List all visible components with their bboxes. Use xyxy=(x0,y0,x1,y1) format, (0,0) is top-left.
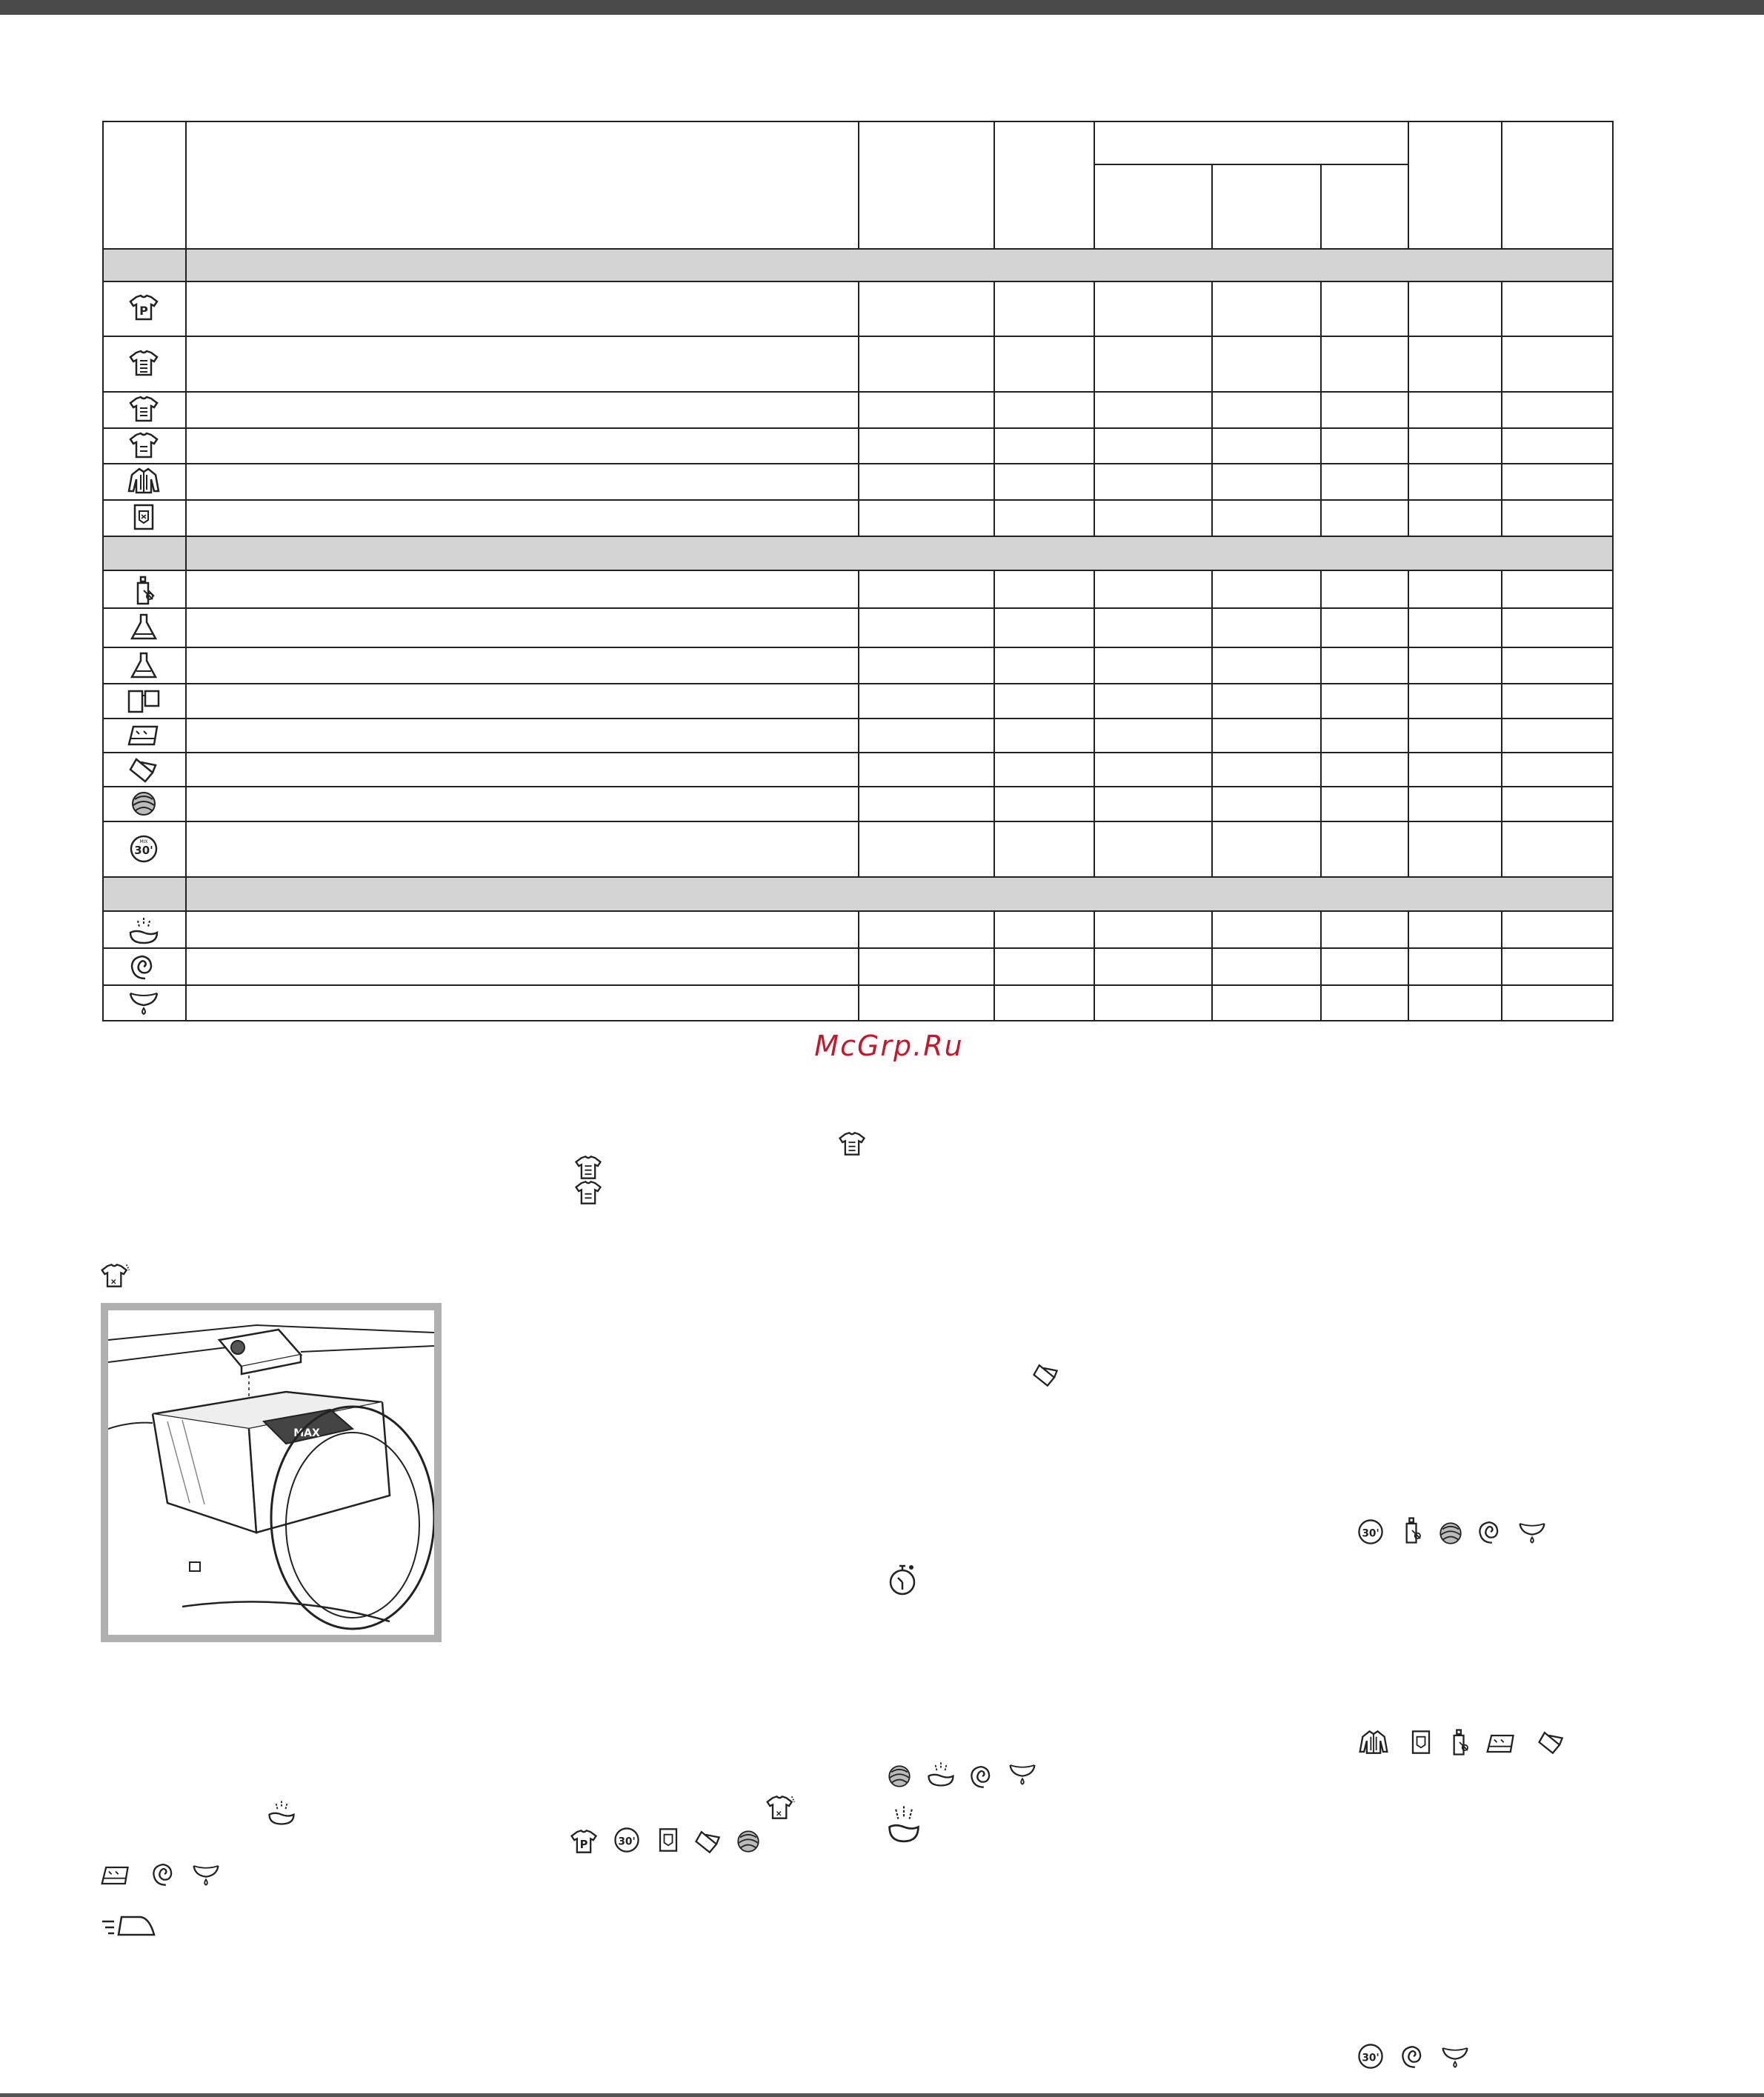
drain-icon xyxy=(1516,1517,1548,1547)
shirt-lines-small-icon xyxy=(126,394,162,424)
jeans-icon xyxy=(652,1825,685,1855)
svg-text:P: P xyxy=(579,1838,588,1852)
mix-30-icon xyxy=(1354,2041,1387,2071)
spin-icon xyxy=(966,1761,999,1791)
rinse-icon xyxy=(265,1797,298,1827)
jeans-icon xyxy=(126,502,162,532)
detergent-drawer-figure xyxy=(101,1303,442,1642)
mix-30-icon xyxy=(1354,1517,1387,1547)
rinse-icon xyxy=(126,915,162,944)
svg-text:30': 30' xyxy=(618,1836,636,1848)
wool-icon xyxy=(883,1761,916,1791)
program-table xyxy=(102,121,1614,1021)
baby-bottle-icon xyxy=(126,576,162,605)
timer-icon xyxy=(885,1560,920,1598)
spin-icon xyxy=(148,1859,181,1889)
shirt-stain-icon xyxy=(99,1261,132,1290)
duvet-icon xyxy=(1485,1729,1517,1758)
duvet-icon xyxy=(126,721,162,750)
wool-icon xyxy=(732,1827,765,1856)
shirt-plain-icon xyxy=(572,1178,605,1207)
silk-icon xyxy=(1535,1727,1568,1757)
rinse-icon xyxy=(885,1803,923,1843)
coat-icon xyxy=(126,466,162,496)
duvet-icon xyxy=(99,1861,132,1890)
doors-icon xyxy=(126,687,162,716)
svg-text:MIX: MIX xyxy=(139,839,148,844)
iron-icon xyxy=(99,1911,157,1941)
drain-icon xyxy=(1439,2041,1471,2071)
drain-icon xyxy=(1006,1758,1039,1788)
silk-icon xyxy=(126,755,162,784)
baby-bottle-icon xyxy=(1443,1727,1476,1757)
wool-icon xyxy=(1434,1518,1467,1548)
watermark-text: McGrp.Ru xyxy=(814,1030,964,1062)
shirt-lines-icon xyxy=(836,1129,868,1158)
silk-icon xyxy=(1030,1360,1062,1390)
shirt-stain-icon xyxy=(765,1793,797,1822)
shirt-p-icon xyxy=(126,293,162,322)
wool-icon xyxy=(126,789,162,819)
silk-icon xyxy=(692,1827,725,1856)
spin-icon xyxy=(1397,2041,1430,2071)
drain-icon xyxy=(126,987,162,1017)
spin-icon xyxy=(126,952,162,981)
shirt-p-icon xyxy=(568,1827,600,1856)
shirt-lines-icon xyxy=(126,348,162,378)
top-bar xyxy=(0,0,1764,15)
bottom-rule xyxy=(0,2093,1764,2097)
drain-icon xyxy=(190,1859,222,1889)
coat-icon xyxy=(1357,1727,1390,1757)
svg-text:P: P xyxy=(139,304,148,318)
svg-text:30': 30' xyxy=(1362,2052,1379,2064)
mix-30-icon xyxy=(126,834,162,864)
baby-bottle-icon xyxy=(1396,1516,1428,1545)
svg-text:30': 30' xyxy=(1362,1527,1379,1540)
flask-small-icon xyxy=(126,650,162,680)
shirt-plain-icon xyxy=(126,430,162,460)
max-label: MAX xyxy=(293,1427,320,1439)
jeans-icon xyxy=(1405,1727,1437,1757)
svg-text:30': 30' xyxy=(134,844,153,857)
mix-30-icon xyxy=(610,1825,643,1855)
rinse-icon xyxy=(925,1758,957,1788)
spin-icon xyxy=(1474,1517,1507,1547)
flask-icon xyxy=(126,612,162,641)
